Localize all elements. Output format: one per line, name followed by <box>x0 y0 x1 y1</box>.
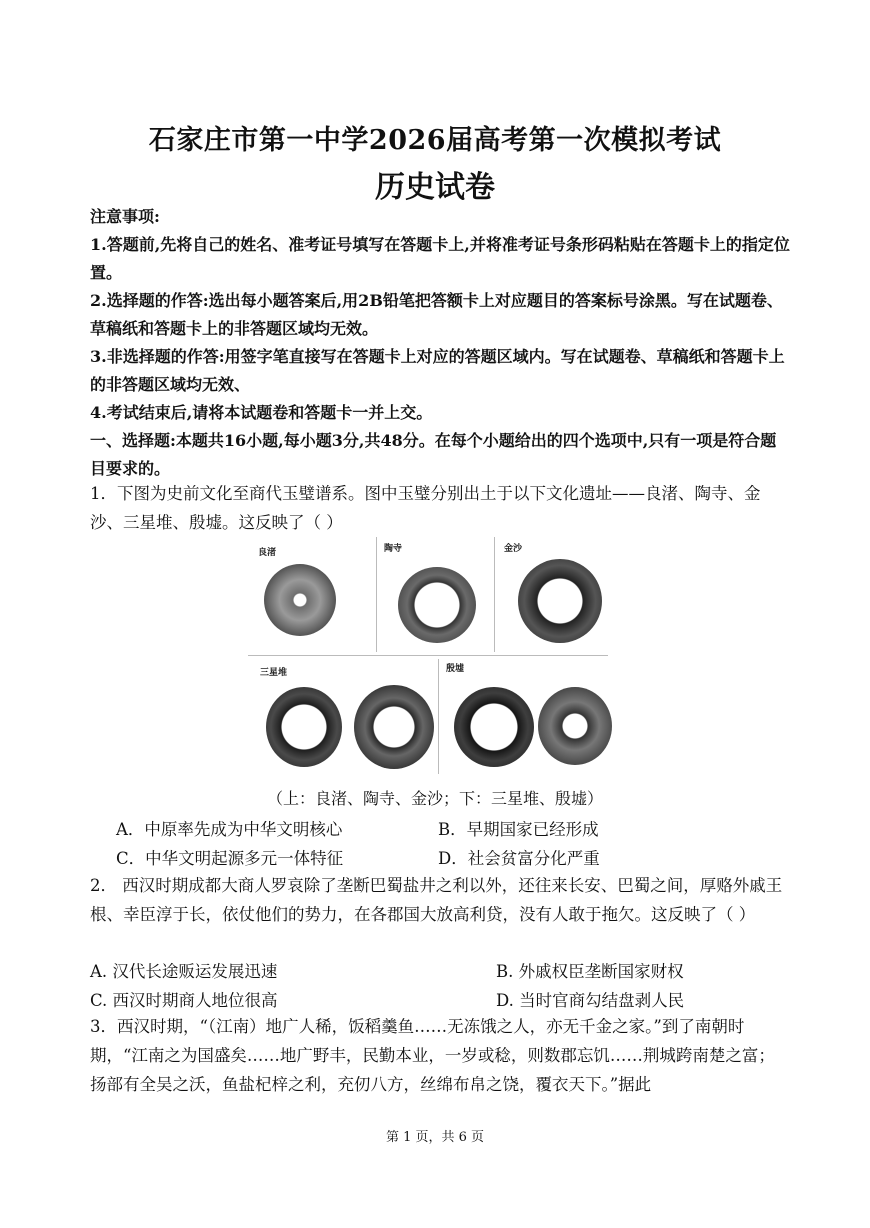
label-taosi: 陶寺 <box>384 544 403 554</box>
question-2-stem <box>90 871 790 929</box>
q2-option-a: A. 汉代长途贩运发展迅速 <box>90 962 278 981</box>
notes-item-4: 4.考试结束后,请将本试题卷和答题卡一并上交。 <box>90 403 433 422</box>
q1-option-d: D．社会贫富分化严重 <box>438 849 600 868</box>
q1-option-c: C．中华文明起源多元一体特征 <box>116 849 344 868</box>
jade-disc-taosi <box>398 567 476 643</box>
question-1-text: 1．下图为史前文化至商代玉璧谱系。图中玉璧分别出土于以下文化遗址——良渚、陶寺、金沙、三星堆、殷墟。这反映了（ ） <box>90 484 761 532</box>
panel-divider <box>494 537 495 652</box>
notes-item-2: 2.选择题的作答:选出每小题答案后,用2B铅笔把答额卡上对应题目的答案标号涂黑。写在试题卷、草稿纸和答题卡上的非答题区域均无效。 <box>90 291 783 338</box>
question-1-stem <box>90 479 790 537</box>
panel-divider <box>248 655 608 656</box>
label-liangzhu: 良渚 <box>258 548 277 558</box>
label-sanxingdui: 三星堆 <box>260 668 288 678</box>
q2-option-d: D. 当时官商勾结盘剥人民 <box>496 991 685 1010</box>
jade-disc-yinxu-2 <box>538 687 612 765</box>
notes-item-3: 3.非选择题的作答:用签字笔直接写在答题卡上对应的答题区域内。写在试题卷、草稿纸和答题卡上的非答题区域均无效、 <box>90 347 785 394</box>
notes-item-1: 1.答题前,先将自己的姓名、准考证号填写在答题卡上,并将准考证号条形码粘贴在答题卡上的指定位置。 <box>90 235 790 282</box>
jade-disc-sanxingdui-1 <box>266 687 342 767</box>
notes-heading: 注意事项: <box>90 207 160 226</box>
jade-disc-sanxingdui-2 <box>354 685 434 769</box>
jade-disc-liangzhu <box>264 564 336 636</box>
page-number: 第 1 页，共 6 页 <box>385 1130 485 1145</box>
jade-bi-figure <box>248 537 608 777</box>
jade-disc-jinsha <box>518 559 602 643</box>
q2-option-b: B. 外戚权臣垄断国家财权 <box>496 962 684 981</box>
panel-divider <box>376 537 377 652</box>
exam-title: 石家庄市第一中学2026届高考第一次模拟考试 <box>148 125 722 156</box>
section-heading: 一、选择题:本题共16小题,每小题3分,共48分。在每个小题给出的四个选项中,只有一项是符合题目要求的。 <box>90 431 777 478</box>
label-yinxu: 殷墟 <box>446 664 465 674</box>
q1-option-b: B．早期国家已经形成 <box>438 820 599 839</box>
exam-subject: 历史试卷 <box>375 170 495 205</box>
notes-section <box>90 203 790 483</box>
question-3-stem <box>90 1012 790 1099</box>
q1-option-a: A．中原率先成为中华文明核心 <box>116 820 343 839</box>
panel-divider <box>438 659 439 774</box>
q2-option-c: C. 西汉时期商人地位很高 <box>90 991 278 1010</box>
question-2-text: 2． 西汉时期成都大商人罗哀除了垄断巴蜀盐井之利以外，还往来长安、巴蜀之间，厚赂外戚王根、幸臣淳于长，依仗他们的势力，在各郡国大放高利贷，没有人敢于拖欠。这反映了（ ） <box>90 876 783 924</box>
label-jinsha: 金沙 <box>504 544 523 554</box>
jade-disc-yinxu-1 <box>454 687 534 767</box>
figure-caption: （上：良渚、陶寺、金沙；下：三星堆、殷墟） <box>266 789 603 808</box>
question-3-text: 3．西汉时期，“（江南）地广人稀，饭稻羹鱼……无冻饿之人，亦无千金之家。”到了南朝时期，“江南之为国盛矣……地广野丰，民勤本业，一岁或稔，则数郡忘饥……荆城跨南楚之富；扬部有全吴之沃，鱼盐杞梓之利，充仞八方，丝绵布帛之饶，覆衣天下。”据此 <box>90 1017 775 1094</box>
